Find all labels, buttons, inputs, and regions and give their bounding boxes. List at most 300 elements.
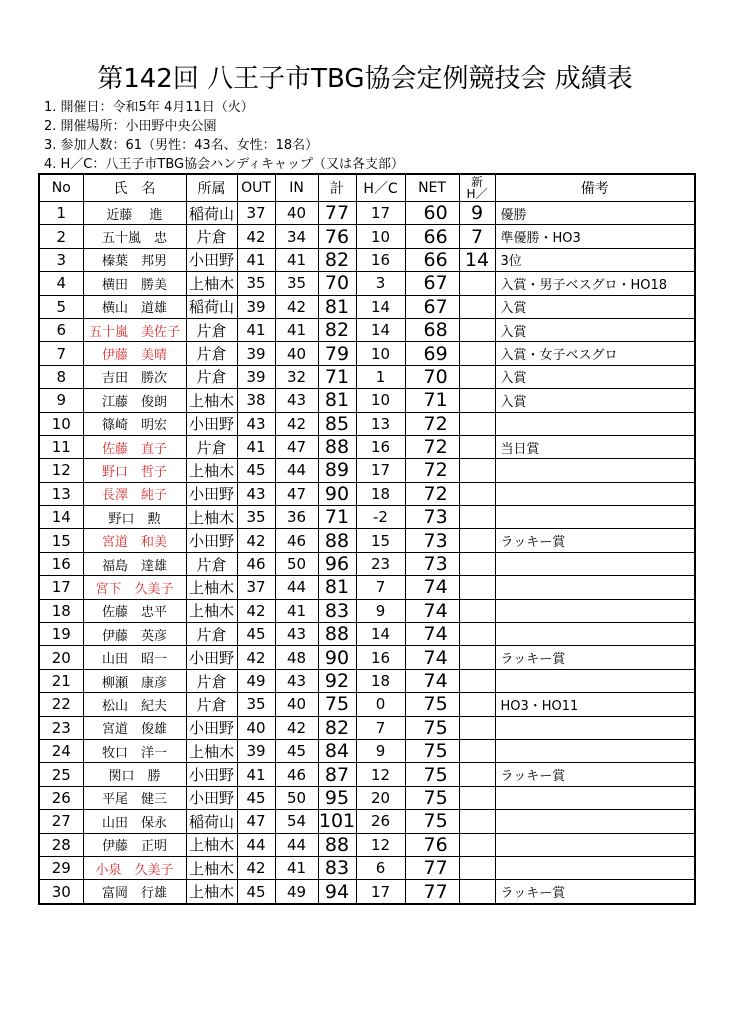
row-out: 35 — [237, 272, 275, 295]
row-name: 柳瀬 康彦 — [83, 669, 186, 692]
row-out: 39 — [237, 295, 275, 318]
row-new-hc — [459, 810, 495, 833]
row-total: 81 — [318, 295, 356, 318]
row-total: 82 — [318, 716, 356, 739]
row-name: 榛葉 邦男 — [83, 248, 186, 271]
row-no: 21 — [39, 669, 83, 692]
row-total: 81 — [318, 389, 356, 412]
row-net: 72 — [405, 412, 459, 435]
row-name: 五十嵐 忠 — [83, 225, 186, 248]
row-branch: 小田野 — [186, 248, 237, 271]
row-new-hc — [459, 833, 495, 856]
row-no: 14 — [39, 506, 83, 529]
row-name: 伊藤 英彦 — [83, 623, 186, 646]
header-in: IN — [275, 174, 318, 202]
row-new-hc — [459, 599, 495, 622]
row-name: 山田 保永 — [83, 810, 186, 833]
row-out: 45 — [237, 880, 275, 904]
row-out: 42 — [237, 225, 275, 248]
row-hc: 10 — [356, 342, 405, 365]
row-no: 24 — [39, 739, 83, 762]
table-row — [39, 365, 695, 388]
row-new-hc — [459, 529, 495, 552]
row-branch: 上柚木 — [186, 739, 237, 762]
table-row — [39, 856, 695, 879]
row-no: 18 — [39, 599, 83, 622]
row-note — [495, 716, 695, 739]
row-note: 入賞 — [495, 318, 695, 341]
row-net: 66 — [405, 248, 459, 271]
table-row — [39, 225, 695, 248]
event-info — [44, 98, 404, 174]
row-total: 89 — [318, 459, 356, 482]
table-row — [39, 716, 695, 739]
row-new-hc — [459, 295, 495, 318]
row-new-hc — [459, 880, 495, 904]
row-new-hc: 14 — [459, 248, 495, 271]
table-row — [39, 669, 695, 692]
row-name: 長澤 純子 — [83, 482, 186, 505]
row-net: 73 — [405, 552, 459, 575]
row-note: 入賞・男子ベスグロ・HO18 — [495, 272, 695, 295]
row-branch: 小田野 — [186, 412, 237, 435]
row-branch: 片倉 — [186, 693, 237, 716]
row-hc: 14 — [356, 318, 405, 341]
row-branch: 片倉 — [186, 669, 237, 692]
row-net: 66 — [405, 225, 459, 248]
row-in: 40 — [275, 342, 318, 365]
row-total: 81 — [318, 576, 356, 599]
header-net: NET — [405, 174, 459, 202]
row-in: 46 — [275, 529, 318, 552]
row-name: 伊藤 正明 — [83, 833, 186, 856]
row-net: 67 — [405, 272, 459, 295]
row-no: 3 — [39, 248, 83, 271]
row-net: 74 — [405, 623, 459, 646]
row-note — [495, 833, 695, 856]
row-net: 67 — [405, 295, 459, 318]
header-new-hc — [459, 174, 495, 202]
table-row — [39, 786, 695, 809]
row-note: 入賞 — [495, 295, 695, 318]
row-out: 41 — [237, 318, 275, 341]
row-branch: 上柚木 — [186, 389, 237, 412]
row-out: 46 — [237, 552, 275, 575]
row-branch: 上柚木 — [186, 459, 237, 482]
row-name: 小泉 久美子 — [83, 856, 186, 879]
row-new-hc — [459, 669, 495, 692]
row-branch: 小田野 — [186, 716, 237, 739]
row-note: 入賞 — [495, 365, 695, 388]
header-total: 計 — [318, 174, 356, 202]
row-branch: 稲荷山 — [186, 202, 237, 225]
row-hc: 0 — [356, 693, 405, 716]
table-row — [39, 202, 695, 225]
row-out: 35 — [237, 506, 275, 529]
table-row — [39, 248, 695, 271]
row-new-hc — [459, 459, 495, 482]
row-out: 49 — [237, 669, 275, 692]
row-total: 94 — [318, 880, 356, 904]
row-in: 42 — [275, 716, 318, 739]
row-in: 44 — [275, 459, 318, 482]
row-in: 44 — [275, 833, 318, 856]
row-out: 42 — [237, 856, 275, 879]
table-row — [39, 529, 695, 552]
row-out: 42 — [237, 646, 275, 669]
row-branch: 小田野 — [186, 529, 237, 552]
row-hc: 1 — [356, 365, 405, 388]
row-note: 入賞・女子ベスグロ — [495, 342, 695, 365]
table-row — [39, 833, 695, 856]
row-name: 篠崎 明宏 — [83, 412, 186, 435]
table-row — [39, 646, 695, 669]
row-new-hc — [459, 365, 495, 388]
row-note — [495, 623, 695, 646]
row-note — [495, 552, 695, 575]
row-total: 82 — [318, 318, 356, 341]
row-name: 平尾 健三 — [83, 786, 186, 809]
row-net: 73 — [405, 529, 459, 552]
table-row — [39, 552, 695, 575]
row-in: 36 — [275, 506, 318, 529]
row-net: 77 — [405, 856, 459, 879]
row-net: 74 — [405, 599, 459, 622]
row-no: 8 — [39, 365, 83, 388]
row-name: 関口 勝 — [83, 763, 186, 786]
row-in: 46 — [275, 763, 318, 786]
row-out: 35 — [237, 693, 275, 716]
row-no: 9 — [39, 389, 83, 412]
row-hc: 17 — [356, 459, 405, 482]
row-no: 20 — [39, 646, 83, 669]
info-venue: 2. 開催場所：小田野中央公園 — [44, 119, 217, 134]
row-in: 34 — [275, 225, 318, 248]
row-no: 6 — [39, 318, 83, 341]
row-no: 28 — [39, 833, 83, 856]
row-in: 54 — [275, 810, 318, 833]
row-new-hc — [459, 552, 495, 575]
row-note: ラッキー賞 — [495, 763, 695, 786]
row-total: 83 — [318, 599, 356, 622]
row-branch: 小田野 — [186, 763, 237, 786]
row-hc: 18 — [356, 669, 405, 692]
row-hc: 7 — [356, 716, 405, 739]
row-no: 1 — [39, 202, 83, 225]
row-out: 39 — [237, 342, 275, 365]
row-in: 43 — [275, 669, 318, 692]
header-out: OUT — [237, 174, 275, 202]
row-no: 23 — [39, 716, 83, 739]
row-total: 71 — [318, 506, 356, 529]
row-hc: 16 — [356, 435, 405, 458]
row-branch: 小田野 — [186, 482, 237, 505]
row-new-hc — [459, 786, 495, 809]
row-total: 87 — [318, 763, 356, 786]
row-in: 44 — [275, 576, 318, 599]
row-total: 85 — [318, 412, 356, 435]
row-no: 11 — [39, 435, 83, 458]
row-new-hc — [459, 272, 495, 295]
header-row — [39, 174, 695, 202]
row-name: 宮下 久美子 — [83, 576, 186, 599]
table-row — [39, 318, 695, 341]
row-out: 41 — [237, 763, 275, 786]
row-branch: 稲荷山 — [186, 295, 237, 318]
row-hc: 26 — [356, 810, 405, 833]
row-net: 74 — [405, 669, 459, 692]
row-total: 71 — [318, 365, 356, 388]
table-row — [39, 412, 695, 435]
row-total: 83 — [318, 856, 356, 879]
row-branch: 上柚木 — [186, 272, 237, 295]
row-total: 82 — [318, 248, 356, 271]
row-total: 92 — [318, 669, 356, 692]
row-branch: 片倉 — [186, 435, 237, 458]
row-name: 宮道 和美 — [83, 529, 186, 552]
row-hc: 23 — [356, 552, 405, 575]
info-date: 1. 開催日：令和5年 4月11日（火） — [44, 100, 254, 115]
row-branch: 上柚木 — [186, 833, 237, 856]
row-name: 野口 哲子 — [83, 459, 186, 482]
row-branch: 片倉 — [186, 552, 237, 575]
row-branch: 小田野 — [186, 786, 237, 809]
row-total: 88 — [318, 623, 356, 646]
row-net: 75 — [405, 786, 459, 809]
row-net: 75 — [405, 716, 459, 739]
row-name: 野口 勲 — [83, 506, 186, 529]
row-branch: 稲荷山 — [186, 810, 237, 833]
row-note — [495, 739, 695, 762]
row-in: 43 — [275, 389, 318, 412]
row-no: 16 — [39, 552, 83, 575]
page-title: 第142回 八王子市TBG協会定例競技会 成績表 — [97, 64, 633, 94]
row-hc: 20 — [356, 786, 405, 809]
row-hc: 12 — [356, 763, 405, 786]
row-note — [495, 412, 695, 435]
row-name: 近藤 進 — [83, 202, 186, 225]
table-row — [39, 599, 695, 622]
results-body — [39, 202, 695, 904]
header-hc: H／C — [356, 174, 405, 202]
row-hc: 6 — [356, 856, 405, 879]
row-note — [495, 786, 695, 809]
row-name: 江藤 俊朗 — [83, 389, 186, 412]
row-out: 37 — [237, 576, 275, 599]
row-name: 五十嵐 美佐子 — [83, 318, 186, 341]
row-in: 42 — [275, 295, 318, 318]
row-out: 45 — [237, 786, 275, 809]
table-row — [39, 739, 695, 762]
row-hc: 17 — [356, 880, 405, 904]
row-note: ラッキー賞 — [495, 880, 695, 904]
row-branch: 上柚木 — [186, 880, 237, 904]
row-new-hc — [459, 389, 495, 412]
row-net: 72 — [405, 459, 459, 482]
row-total: 76 — [318, 225, 356, 248]
row-new-hc — [459, 716, 495, 739]
row-no: 22 — [39, 693, 83, 716]
row-total: 90 — [318, 482, 356, 505]
row-hc: 9 — [356, 599, 405, 622]
table-row — [39, 295, 695, 318]
row-in: 32 — [275, 365, 318, 388]
row-total: 79 — [318, 342, 356, 365]
row-name: 佐藤 直子 — [83, 435, 186, 458]
row-in: 40 — [275, 202, 318, 225]
row-net: 60 — [405, 202, 459, 225]
table-row — [39, 389, 695, 412]
row-out: 42 — [237, 529, 275, 552]
row-name: 牧口 洋一 — [83, 739, 186, 762]
row-note: 入賞 — [495, 389, 695, 412]
row-out: 43 — [237, 412, 275, 435]
row-in: 50 — [275, 552, 318, 575]
row-new-hc — [459, 623, 495, 646]
results-table — [38, 173, 696, 905]
row-new-hc — [459, 646, 495, 669]
row-net: 76 — [405, 833, 459, 856]
row-total: 88 — [318, 529, 356, 552]
row-hc: 15 — [356, 529, 405, 552]
row-net: 72 — [405, 435, 459, 458]
row-note: ラッキー賞 — [495, 529, 695, 552]
row-in: 42 — [275, 412, 318, 435]
row-in: 43 — [275, 623, 318, 646]
row-total: 95 — [318, 786, 356, 809]
row-total: 75 — [318, 693, 356, 716]
row-total: 101 — [318, 810, 356, 833]
row-in: 45 — [275, 739, 318, 762]
row-note — [495, 482, 695, 505]
row-hc: 10 — [356, 389, 405, 412]
row-name: 富岡 行雄 — [83, 880, 186, 904]
row-branch: 小田野 — [186, 646, 237, 669]
row-in: 35 — [275, 272, 318, 295]
row-no: 12 — [39, 459, 83, 482]
info-participants: 3. 参加人数：61（男性：43名、女性：18名） — [44, 138, 319, 153]
row-net: 75 — [405, 739, 459, 762]
row-hc: 14 — [356, 623, 405, 646]
row-branch: 上柚木 — [186, 506, 237, 529]
row-net: 77 — [405, 880, 459, 904]
row-in: 49 — [275, 880, 318, 904]
row-total: 88 — [318, 833, 356, 856]
header-branch: 所属 — [186, 174, 237, 202]
row-note — [495, 599, 695, 622]
row-net: 68 — [405, 318, 459, 341]
row-no: 30 — [39, 880, 83, 904]
row-no: 4 — [39, 272, 83, 295]
row-no: 5 — [39, 295, 83, 318]
row-out: 39 — [237, 365, 275, 388]
row-branch: 片倉 — [186, 225, 237, 248]
row-branch: 上柚木 — [186, 856, 237, 879]
row-name: 宮道 俊雄 — [83, 716, 186, 739]
row-in: 48 — [275, 646, 318, 669]
row-no: 25 — [39, 763, 83, 786]
row-out: 41 — [237, 248, 275, 271]
row-name: 佐藤 忠平 — [83, 599, 186, 622]
row-name: 吉田 勝次 — [83, 365, 186, 388]
row-note: ラッキー賞 — [495, 646, 695, 669]
row-name: 福島 達雄 — [83, 552, 186, 575]
row-out: 42 — [237, 599, 275, 622]
row-hc: 7 — [356, 576, 405, 599]
row-name: 横田 勝美 — [83, 272, 186, 295]
header-no: No — [39, 174, 83, 202]
row-net: 74 — [405, 576, 459, 599]
row-note — [495, 576, 695, 599]
row-total: 90 — [318, 646, 356, 669]
row-net: 71 — [405, 389, 459, 412]
row-branch: 上柚木 — [186, 576, 237, 599]
row-out: 45 — [237, 459, 275, 482]
row-out: 44 — [237, 833, 275, 856]
row-new-hc: 9 — [459, 202, 495, 225]
row-in: 47 — [275, 482, 318, 505]
row-in: 41 — [275, 318, 318, 341]
row-note: 優勝 — [495, 202, 695, 225]
row-in: 50 — [275, 786, 318, 809]
row-note — [495, 459, 695, 482]
row-no: 27 — [39, 810, 83, 833]
row-net: 72 — [405, 482, 459, 505]
table-row — [39, 342, 695, 365]
row-total: 70 — [318, 272, 356, 295]
header-new-hc-label: 新 H／ — [466, 175, 488, 201]
row-branch: 片倉 — [186, 342, 237, 365]
table-row — [39, 435, 695, 458]
row-no: 10 — [39, 412, 83, 435]
row-net: 75 — [405, 810, 459, 833]
row-no: 29 — [39, 856, 83, 879]
row-no: 15 — [39, 529, 83, 552]
row-in: 41 — [275, 856, 318, 879]
header-name: 氏 名 — [83, 174, 186, 202]
table-row — [39, 693, 695, 716]
header-note: 備考 — [495, 174, 695, 202]
row-new-hc: 7 — [459, 225, 495, 248]
row-in: 40 — [275, 693, 318, 716]
row-new-hc — [459, 576, 495, 599]
row-out: 43 — [237, 482, 275, 505]
row-note — [495, 669, 695, 692]
row-in: 41 — [275, 248, 318, 271]
row-out: 39 — [237, 739, 275, 762]
row-branch: 片倉 — [186, 318, 237, 341]
row-branch: 片倉 — [186, 623, 237, 646]
row-note — [495, 506, 695, 529]
row-no: 7 — [39, 342, 83, 365]
row-hc: 3 — [356, 272, 405, 295]
row-note: HO3・HO11 — [495, 693, 695, 716]
row-net: 75 — [405, 763, 459, 786]
table-row — [39, 272, 695, 295]
row-hc: 10 — [356, 225, 405, 248]
table-row — [39, 482, 695, 505]
row-no: 13 — [39, 482, 83, 505]
row-name: 伊藤 美晴 — [83, 342, 186, 365]
row-total: 96 — [318, 552, 356, 575]
row-new-hc — [459, 482, 495, 505]
info-handicap: 4. H／C：八王子市TBG協会ハンディキャップ（又は各支部） — [44, 157, 405, 172]
table-row — [39, 459, 695, 482]
row-new-hc — [459, 318, 495, 341]
row-new-hc — [459, 739, 495, 762]
row-total: 77 — [318, 202, 356, 225]
row-hc: 18 — [356, 482, 405, 505]
